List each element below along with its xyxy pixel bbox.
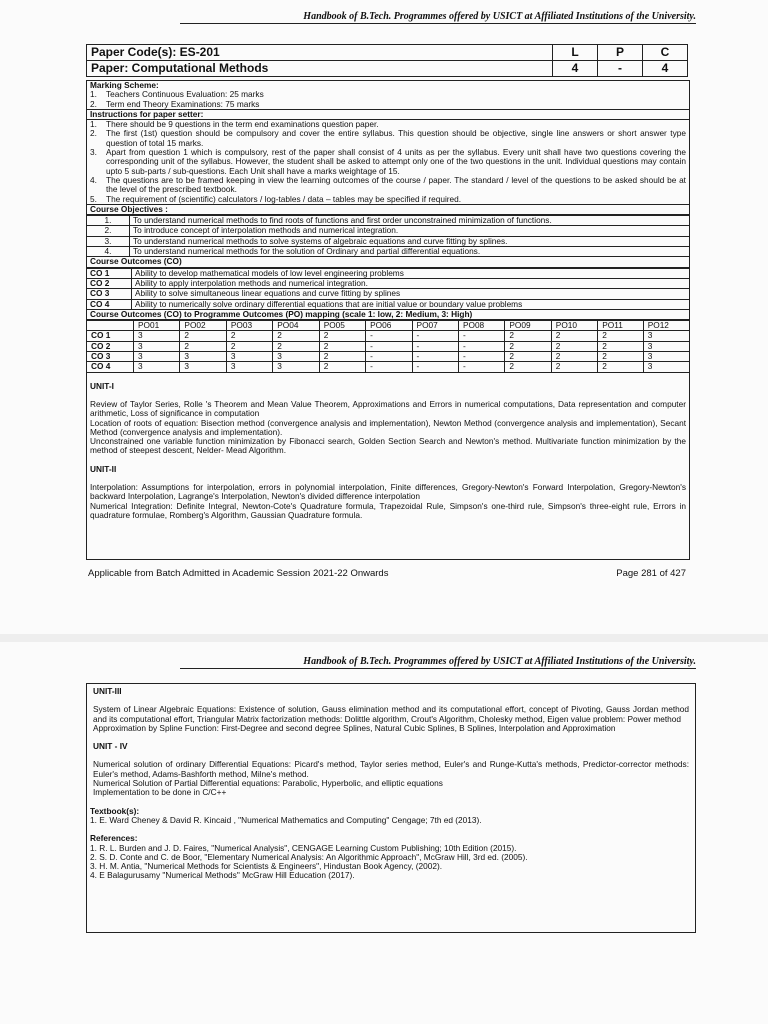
marking-item: 2. Term end Theory Examinations: 75 marks <box>87 100 689 110</box>
mapping-cell: 3 <box>180 362 226 372</box>
co-po-mapping-table <box>87 320 689 372</box>
mapping-header-po05: PO05 <box>319 321 365 331</box>
mapping-cell: 3 <box>643 331 689 341</box>
mapping-cell: - <box>458 352 504 362</box>
mapping-cell: 3 <box>134 341 180 351</box>
mapping-cell: 2 <box>180 341 226 351</box>
paper-code: Paper Code(s): ES-201 <box>87 45 553 61</box>
unit2-title: UNIT-II <box>90 463 117 474</box>
page-footer <box>88 568 686 579</box>
mapping-cell: - <box>412 352 458 362</box>
table-row: 4. To understand numerical methods for the solution of Ordinary and partial differential equations. <box>87 247 689 257</box>
table-row: 1. To understand numerical methods to find roots of functions and first order unconstrained minimization of functions. <box>87 216 689 226</box>
textbooks-title: Textbook(s): <box>90 805 140 816</box>
mapping-header-po08: PO08 <box>458 321 504 331</box>
lpc-header-l: L <box>553 45 598 61</box>
mapping-cell: - <box>412 331 458 341</box>
mapping-cell: 2 <box>551 352 597 362</box>
unit3-title: UNIT-III <box>93 686 122 696</box>
reference-item: 1. R. L. Burden and J. D. Faires, "Numerical Analysis", CENGAGE Learning Custom Publishing; 10th Edition (2015). <box>90 842 517 853</box>
paper-name: Paper: Computational Methods <box>87 61 553 77</box>
mapping-cell: 2 <box>598 341 643 351</box>
mapping-cell: - <box>412 362 458 372</box>
unit2-body: Interpolation: Assumptions for interpolation, errors in polynomial interpolation, Finite differences, Gregory-Newton's Forward Interpolation, Gregory-Newton's backward Interpolation, Lagrange's Interpolation, Newton's divided difference interpolation Numerical Integration: Definite Integral, Newton-Cote's Quadrature formula, Trapezoidal Rule, Simpson's one-third rule, Simpson's three-eight rule, Errors in quadrature formulae, Romberg's Algorithm, Gaussian Quadrature formula. <box>90 481 686 520</box>
mapping-header-po10: PO10 <box>551 321 597 331</box>
mapping-header-po03: PO03 <box>226 321 272 331</box>
mapping-header-po06: PO06 <box>366 321 412 331</box>
mapping-row-label: CO 1 <box>87 331 134 341</box>
unit1-title: UNIT-I <box>90 380 114 391</box>
page-header: Handbook of B.Tech. Programmes offered by USICT at Affiliated Institutions of the University. <box>180 656 696 669</box>
mapping-cell: 2 <box>319 352 365 362</box>
page-separator <box>0 634 768 642</box>
mapping-cell: 3 <box>643 352 689 362</box>
unit3-body: System of Linear Algebraic Equations: Existence of solution, Gauss elimination method and its computational effort, concept of Pivoting, Gauss Jordan method and its computational effort, Triangular Matrix factorization methods: Dolittle algorithm, Crout's Algorithm, Cholesky method, Eigen value problem: Power method Approximation by Spline Function: First-Degree and second degree Splines, Natural Cubic Splines, B Splines, Interpolation and Approximation <box>93 704 689 733</box>
mapping-header-po12: PO12 <box>643 321 689 331</box>
instruction-item: 5. The requirement of (scientific) calculators / log-tables / data – tables may be specified if required. <box>87 195 689 205</box>
mapping-cell: - <box>458 331 504 341</box>
mapping-cell: - <box>412 341 458 351</box>
mapping-cell: 2 <box>273 341 319 351</box>
mapping-cell: 2 <box>551 331 597 341</box>
mapping-header-po04: PO04 <box>273 321 319 331</box>
mapping-cell: 2 <box>226 341 272 351</box>
table-row: CO 1 Ability to develop mathematical models of low level engineering problems <box>87 268 689 278</box>
mapping-cell: 2 <box>551 341 597 351</box>
unit1-body: Review of Taylor Series, Rolle 's Theorem and Mean Value Theorem, Approximations and Errors in numerical computations, Data representation and computer arithmetic, Loss of significance in computation Location of roots of equation: Bisection method (convergence analysis and implementation), Newton Method (convergence analysis and implementation), Secant Method (convergence analysis and implementation). Unconstrained one variable function minimization by Fibonacci search, Golden Section Search and Newton's method. Multivariate function minimization by the method of steepest descent, Nelder- Mead Algorithm. <box>90 398 686 456</box>
mapping-row-label: CO 3 <box>87 352 134 362</box>
instruction-item: 4. The questions are to be framed keeping in view the learning outcomes of the course / paper. The standard / level of the questions to be asked should be at the level of the prescribed textbook. <box>90 174 686 195</box>
lpc-value-l: 4 <box>553 61 598 77</box>
table-row: CO 3 Ability to solve simultaneous linear equations and curve fitting by splines <box>87 289 689 299</box>
mapping-cell: 2 <box>505 362 551 372</box>
instruction-item: 3. Apart from question 1 which is compulsory, rest of the paper shall consist of 4 units as per the syllabus. Every unit shall have two questions covering the corresponding unit of the syllabus. However, the student shall be asked to attempt only one of the two questions in the unit. Individual questions may contain upto 5 sub-parts / sub-questions. Each Unit shall have a marks weightage of 15. <box>90 147 686 176</box>
mapping-cell: - <box>366 362 412 372</box>
table-row <box>87 352 689 362</box>
mapping-cell: 2 <box>180 331 226 341</box>
instructions-title: Instructions for paper setter: <box>87 110 689 120</box>
mapping-cell: 2 <box>598 362 643 372</box>
mapping-cell: - <box>458 341 504 351</box>
outcomes-table <box>87 268 689 310</box>
paper-info-table <box>86 44 688 77</box>
mapping-cell: 2 <box>505 331 551 341</box>
table-row: 3. To understand numerical methods to solve systems of algebraic equations and curve fitting by splines. <box>87 236 689 246</box>
mapping-cell: - <box>366 341 412 351</box>
reference-item: 2. S. D. Conte and C. de Boor, "Elementary Numerical Analysis: An Algorithmic Approach", McGraw Hill, 3rd ed. (2005). <box>90 851 528 862</box>
mapping-cell: 2 <box>273 331 319 341</box>
mapping-cell: - <box>366 352 412 362</box>
mapping-cell: - <box>458 362 504 372</box>
references-title: References: <box>90 833 138 844</box>
textbook-item: 1. E. Ward Cheney & David R. Kincaid , "Numerical Mathematics and Computing" Cengage; 7th ed (2013). <box>90 814 482 825</box>
syllabus-box-page1 <box>86 80 690 560</box>
unit4-title: UNIT - IV <box>93 741 128 752</box>
applicable-note: Applicable from Batch Admitted in Academic Session 2021-22 Onwards <box>88 568 389 579</box>
table-row: CO 4 Ability to numerically solve ordinary differential equations that are initial value or boundary value problems <box>87 299 689 309</box>
unit4-body: Numerical solution of ordinary Differential Equations: Picard's method, Taylor series method, Euler's and Runge-Kutta's methods, Predictor-corrector methods: Euler's method, Adams-Bashforth method, Milne's method. Numerical Solution of Partial Differential equations: Parabolic, Hyperbolic, and elliptic equations Implementation to be done in C/C++ <box>93 759 689 798</box>
table-row <box>87 362 689 372</box>
mapping-header-po01: PO01 <box>134 321 180 331</box>
mapping-cell: 2 <box>551 362 597 372</box>
mapping-cell: 3 <box>226 362 272 372</box>
objectives-title: Course Objectives : <box>87 205 689 215</box>
lpc-header-c: C <box>643 45 688 61</box>
mapping-cell: 3 <box>273 362 319 372</box>
mapping-cell: - <box>366 331 412 341</box>
table-row <box>87 341 689 351</box>
mapping-cell: 2 <box>319 362 365 372</box>
outcomes-title: Course Outcomes (CO) <box>87 257 689 267</box>
mapping-header-blank <box>87 321 134 331</box>
mapping-cell: 2 <box>598 352 643 362</box>
mapping-cell: 2 <box>505 341 551 351</box>
page-header: Handbook of B.Tech. Programmes offered by USICT at Affiliated Institutions of the University. <box>180 11 696 24</box>
mapping-cell: 3 <box>134 331 180 341</box>
reference-item: 4. E Balagurusamy "Numerical Methods" McGraw Hill Education (2017). <box>90 870 355 881</box>
instruction-item: 1. There should be 9 questions in the term end examinations question paper. <box>90 119 379 130</box>
lpc-value-c: 4 <box>643 61 688 77</box>
mapping-header-po02: PO02 <box>180 321 226 331</box>
table-row <box>87 331 689 341</box>
mapping-header-po07: PO07 <box>412 321 458 331</box>
mapping-row-label: CO 4 <box>87 362 134 372</box>
mapping-cell: 2 <box>319 341 365 351</box>
mapping-cell: 3 <box>226 352 272 362</box>
lpc-header-p: P <box>598 45 643 61</box>
mapping-cell: 3 <box>180 352 226 362</box>
syllabus-box-page2 <box>86 683 696 933</box>
marking-item: 1. Teachers Continuous Evaluation: 25 marks <box>90 89 264 100</box>
mapping-cell: 2 <box>226 331 272 341</box>
mapping-cell: 2 <box>505 352 551 362</box>
mapping-row-label: CO 2 <box>87 341 134 351</box>
instruction-item: 2. The first (1st) question should be compulsory and cover the entire syllabus. This question should be objective, single line answers or short answer type question of total 15 marks. <box>90 128 686 148</box>
mapping-title: Course Outcomes (CO) to Programme Outcomes (PO) mapping (scale 1: low, 2: Medium, 3: High) <box>87 310 689 320</box>
mapping-header-po09: PO09 <box>505 321 551 331</box>
objectives-table <box>87 215 689 257</box>
mapping-cell: 3 <box>134 352 180 362</box>
page-number: Page 281 of 427 <box>616 568 686 579</box>
mapping-header-po11: PO11 <box>598 321 643 331</box>
table-row: 2. To introduce concept of interpolation methods and numerical integration. <box>87 226 689 236</box>
mapping-cell: 3 <box>643 362 689 372</box>
mapping-cell: 2 <box>319 331 365 341</box>
marking-title: Marking Scheme: <box>90 80 159 90</box>
mapping-cell: 3 <box>643 341 689 351</box>
mapping-cell: 3 <box>134 362 180 372</box>
reference-item: 3. H. M. Antia, "Numerical Methods for Scientists & Engineers", Hindustan Book Agency, (2002). <box>90 861 443 872</box>
lpc-value-p: - <box>598 61 643 77</box>
table-row: CO 2 Ability to apply interpolation methods and numerical integration. <box>87 278 689 288</box>
mapping-cell: 2 <box>598 331 643 341</box>
mapping-cell: 3 <box>273 352 319 362</box>
